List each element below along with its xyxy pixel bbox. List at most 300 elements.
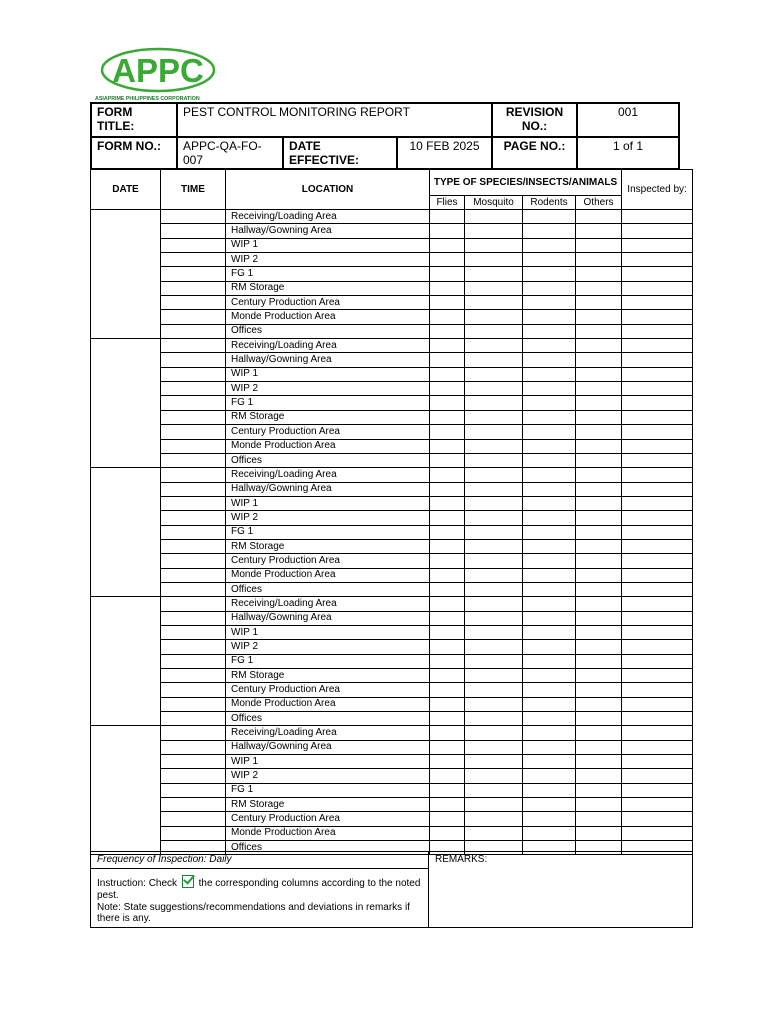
mosquito-cell[interactable] (465, 783, 523, 797)
instruction-text-end: the corresponding columns according to the noted pest. (97, 878, 421, 901)
table-row (91, 224, 693, 238)
rodents-cell[interactable] (523, 353, 576, 367)
table-row (91, 726, 693, 740)
location-cell: Receiving/Loading Area (226, 339, 430, 353)
flies-cell[interactable] (430, 281, 465, 295)
rodents-cell[interactable] (523, 324, 576, 338)
mosquito-cell[interactable] (465, 396, 523, 410)
inspected-by-cell[interactable] (622, 210, 693, 224)
time-cell[interactable] (161, 812, 226, 826)
inspected-by-cell[interactable] (622, 769, 693, 783)
table-row (91, 683, 693, 697)
time-cell[interactable] (161, 425, 226, 439)
location-cell: WIP 1 (226, 496, 430, 510)
flies-cell[interactable] (430, 582, 465, 596)
others-cell[interactable] (576, 525, 622, 539)
time-cell[interactable] (161, 597, 226, 611)
rodents-cell[interactable] (523, 568, 576, 582)
mosquito-cell[interactable] (465, 525, 523, 539)
time-cell[interactable] (161, 539, 226, 553)
rodents-cell[interactable] (523, 769, 576, 783)
time-cell[interactable] (161, 310, 226, 324)
rodents-cell[interactable] (523, 511, 576, 525)
inspected-by-cell[interactable] (622, 812, 693, 826)
rodents-cell[interactable] (523, 439, 576, 453)
flies-cell[interactable] (430, 525, 465, 539)
inspected-by-cell[interactable] (622, 640, 693, 654)
flies-cell[interactable] (430, 224, 465, 238)
time-cell[interactable] (161, 769, 226, 783)
inspected-by-cell[interactable] (622, 539, 693, 553)
inspected-by-cell[interactable] (622, 697, 693, 711)
flies-cell[interactable] (430, 425, 465, 439)
time-cell[interactable] (161, 281, 226, 295)
others-cell[interactable] (576, 367, 622, 381)
inspected-by-cell[interactable] (622, 611, 693, 625)
inspected-by-cell[interactable] (622, 683, 693, 697)
log-table-body (91, 210, 693, 855)
flies-cell[interactable] (430, 238, 465, 252)
location-cell: Monde Production Area (226, 439, 430, 453)
flies-cell[interactable] (430, 339, 465, 353)
rodents-cell[interactable] (523, 798, 576, 812)
rodents-cell[interactable] (523, 453, 576, 467)
others-cell[interactable] (576, 353, 622, 367)
rodents-cell[interactable] (523, 482, 576, 496)
instruction-text-start: Instruction: Check (97, 878, 178, 890)
time-cell[interactable] (161, 468, 226, 482)
location-cell: Monde Production Area (226, 826, 430, 840)
table-row (91, 310, 693, 324)
rodents-cell[interactable] (523, 740, 576, 754)
rodents-cell[interactable] (523, 382, 576, 396)
flies-cell[interactable] (430, 683, 465, 697)
others-cell[interactable] (576, 597, 622, 611)
rodents-cell[interactable] (523, 554, 576, 568)
time-cell[interactable] (161, 439, 226, 453)
flies-cell[interactable] (430, 625, 465, 639)
time-cell[interactable] (161, 396, 226, 410)
inspected-by-cell[interactable] (622, 726, 693, 740)
time-cell[interactable] (161, 568, 226, 582)
rodents-cell[interactable] (523, 625, 576, 639)
inspected-by-cell[interactable] (622, 654, 693, 668)
inspected-by-cell[interactable] (622, 425, 693, 439)
mosquito-cell[interactable] (465, 554, 523, 568)
mosquito-cell[interactable] (465, 367, 523, 381)
inspected-by-cell[interactable] (622, 439, 693, 453)
flies-cell[interactable] (430, 740, 465, 754)
time-cell[interactable] (161, 726, 226, 740)
remarks-label: REMARKS: (435, 854, 488, 865)
mosquito-cell[interactable] (465, 625, 523, 639)
flies-cell[interactable] (430, 210, 465, 224)
others-cell[interactable] (576, 310, 622, 324)
others-cell[interactable] (576, 267, 622, 281)
mosquito-cell[interactable] (465, 640, 523, 654)
rodents-cell[interactable] (523, 755, 576, 769)
inspected-by-cell[interactable] (622, 783, 693, 797)
date-cell[interactable] (91, 597, 161, 726)
mosquito-cell[interactable] (465, 826, 523, 840)
mosquito-cell[interactable] (465, 296, 523, 310)
time-cell[interactable] (161, 339, 226, 353)
mosquito-cell[interactable] (465, 253, 523, 267)
time-cell[interactable] (161, 798, 226, 812)
inspected-by-cell[interactable] (622, 382, 693, 396)
inspected-by-cell[interactable] (622, 826, 693, 840)
others-cell[interactable] (576, 755, 622, 769)
mosquito-cell[interactable] (465, 439, 523, 453)
mosquito-cell[interactable] (465, 582, 523, 596)
rodents-cell[interactable] (523, 525, 576, 539)
inspected-by-cell[interactable] (622, 253, 693, 267)
others-cell[interactable] (576, 798, 622, 812)
rodents-cell[interactable] (523, 339, 576, 353)
inspected-by-cell[interactable] (622, 740, 693, 754)
flies-cell[interactable] (430, 439, 465, 453)
mosquito-cell[interactable] (465, 482, 523, 496)
time-cell[interactable] (161, 210, 226, 224)
inspected-by-cell[interactable] (622, 238, 693, 252)
location-cell: Offices (226, 324, 430, 338)
flies-cell[interactable] (430, 367, 465, 381)
mosquito-cell[interactable] (465, 697, 523, 711)
inspected-by-cell[interactable] (622, 712, 693, 726)
mosquito-cell[interactable] (465, 611, 523, 625)
others-cell[interactable] (576, 812, 622, 826)
time-cell[interactable] (161, 324, 226, 338)
mosquito-cell[interactable] (465, 769, 523, 783)
rodents-cell[interactable] (523, 281, 576, 295)
table-row (91, 525, 693, 539)
mosquito-cell[interactable] (465, 726, 523, 740)
flies-cell[interactable] (430, 697, 465, 711)
inspected-by-cell[interactable] (622, 353, 693, 367)
time-cell[interactable] (161, 367, 226, 381)
pest-log-table (90, 169, 693, 855)
inspected-by-cell[interactable] (622, 482, 693, 496)
mosquito-cell[interactable] (465, 281, 523, 295)
flies-cell[interactable] (430, 568, 465, 582)
mosquito-cell[interactable] (465, 539, 523, 553)
rodents-cell[interactable] (523, 597, 576, 611)
mosquito-cell[interactable] (465, 353, 523, 367)
date-cell[interactable] (91, 339, 161, 468)
table-row (91, 554, 693, 568)
others-cell[interactable] (576, 611, 622, 625)
inspected-by-cell[interactable] (622, 410, 693, 424)
revision-value: 001 (577, 103, 679, 137)
time-cell[interactable] (161, 224, 226, 238)
flies-cell[interactable] (430, 798, 465, 812)
rodents-cell[interactable] (523, 640, 576, 654)
logo-text: APPC (112, 52, 204, 89)
mosquito-cell[interactable] (465, 267, 523, 281)
others-cell[interactable] (576, 683, 622, 697)
time-cell[interactable] (161, 783, 226, 797)
inspected-by-cell[interactable] (622, 496, 693, 510)
flies-cell[interactable] (430, 267, 465, 281)
inspected-by-cell[interactable] (622, 224, 693, 238)
time-cell[interactable] (161, 697, 226, 711)
flies-cell[interactable] (430, 410, 465, 424)
rodents-cell[interactable] (523, 669, 576, 683)
location-cell: FG 1 (226, 525, 430, 539)
time-cell[interactable] (161, 238, 226, 252)
time-cell[interactable] (161, 712, 226, 726)
inspected-by-cell[interactable] (622, 453, 693, 467)
others-cell[interactable] (576, 224, 622, 238)
rodents-cell[interactable] (523, 410, 576, 424)
rodents-cell[interactable] (523, 396, 576, 410)
others-cell[interactable] (576, 539, 622, 553)
flies-cell[interactable] (430, 382, 465, 396)
rodents-cell[interactable] (523, 712, 576, 726)
flies-cell[interactable] (430, 253, 465, 267)
inspected-by-cell[interactable] (622, 568, 693, 582)
others-cell[interactable] (576, 468, 622, 482)
remarks-box[interactable] (429, 852, 693, 928)
mosquito-cell[interactable] (465, 468, 523, 482)
location-cell: Monde Production Area (226, 310, 430, 324)
others-cell[interactable] (576, 296, 622, 310)
flies-cell[interactable] (430, 640, 465, 654)
others-cell[interactable] (576, 439, 622, 453)
rodents-cell[interactable] (523, 697, 576, 711)
mosquito-cell[interactable] (465, 740, 523, 754)
others-cell[interactable] (576, 238, 622, 252)
location-cell: WIP 2 (226, 511, 430, 525)
rodents-cell[interactable] (523, 468, 576, 482)
others-cell[interactable] (576, 281, 622, 295)
others-cell[interactable] (576, 697, 622, 711)
inspected-by-cell[interactable] (622, 267, 693, 281)
others-cell[interactable] (576, 425, 622, 439)
time-cell[interactable] (161, 611, 226, 625)
inspected-by-cell[interactable] (622, 554, 693, 568)
mosquito-cell[interactable] (465, 511, 523, 525)
flies-cell[interactable] (430, 726, 465, 740)
flies-cell[interactable] (430, 468, 465, 482)
inspected-by-cell[interactable] (622, 339, 693, 353)
rodents-cell[interactable] (523, 425, 576, 439)
inspected-by-cell[interactable] (622, 468, 693, 482)
others-cell[interactable] (576, 339, 622, 353)
time-cell[interactable] (161, 253, 226, 267)
inspected-by-cell[interactable] (622, 367, 693, 381)
location-cell: Offices (226, 712, 430, 726)
time-cell[interactable] (161, 740, 226, 754)
rodents-cell[interactable] (523, 310, 576, 324)
flies-cell[interactable] (430, 496, 465, 510)
rodents-cell[interactable] (523, 253, 576, 267)
others-cell[interactable] (576, 324, 622, 338)
mosquito-cell[interactable] (465, 568, 523, 582)
rodents-cell[interactable] (523, 367, 576, 381)
mosquito-cell[interactable] (465, 339, 523, 353)
date-cell[interactable] (91, 468, 161, 597)
time-cell[interactable] (161, 482, 226, 496)
mosquito-cell[interactable] (465, 224, 523, 238)
flies-cell[interactable] (430, 324, 465, 338)
location-cell: Hallway/Gowning Area (226, 353, 430, 367)
mosquito-cell[interactable] (465, 382, 523, 396)
location-cell: RM Storage (226, 798, 430, 812)
others-cell[interactable] (576, 769, 622, 783)
others-cell[interactable] (576, 740, 622, 754)
time-cell[interactable] (161, 525, 226, 539)
flies-cell[interactable] (430, 296, 465, 310)
rodents-cell[interactable] (523, 210, 576, 224)
inspected-by-cell[interactable] (622, 669, 693, 683)
others-cell[interactable] (576, 625, 622, 639)
inspected-by-cell[interactable] (622, 310, 693, 324)
flies-cell[interactable] (430, 396, 465, 410)
inspected-by-cell[interactable] (622, 281, 693, 295)
flies-cell[interactable] (430, 539, 465, 553)
inspected-by-cell[interactable] (622, 798, 693, 812)
time-cell[interactable] (161, 496, 226, 510)
time-cell[interactable] (161, 826, 226, 840)
mosquito-cell[interactable] (465, 798, 523, 812)
date-cell[interactable] (91, 726, 161, 855)
rodents-cell[interactable] (523, 539, 576, 553)
others-cell[interactable] (576, 726, 622, 740)
rodents-cell[interactable] (523, 683, 576, 697)
table-row (91, 539, 693, 553)
rodents-cell[interactable] (523, 496, 576, 510)
others-cell[interactable] (576, 712, 622, 726)
mosquito-cell[interactable] (465, 669, 523, 683)
flies-cell[interactable] (430, 769, 465, 783)
inspected-by-cell[interactable] (622, 755, 693, 769)
time-cell[interactable] (161, 582, 226, 596)
flies-cell[interactable] (430, 812, 465, 826)
mosquito-cell[interactable] (465, 654, 523, 668)
others-cell[interactable] (576, 511, 622, 525)
time-cell[interactable] (161, 382, 226, 396)
time-cell[interactable] (161, 683, 226, 697)
others-cell[interactable] (576, 482, 622, 496)
inspected-by-cell[interactable] (622, 597, 693, 611)
flies-cell[interactable] (430, 554, 465, 568)
rodents-cell[interactable] (523, 783, 576, 797)
others-cell[interactable] (576, 568, 622, 582)
flies-cell[interactable] (430, 597, 465, 611)
inspected-by-cell[interactable] (622, 582, 693, 596)
others-cell[interactable] (576, 210, 622, 224)
mosquito-cell[interactable] (465, 324, 523, 338)
location-cell: Receiving/Loading Area (226, 210, 430, 224)
flies-cell[interactable] (430, 511, 465, 525)
time-cell[interactable] (161, 296, 226, 310)
others-cell[interactable] (576, 410, 622, 424)
inspected-by-cell[interactable] (622, 525, 693, 539)
flies-cell[interactable] (430, 353, 465, 367)
rodents-cell[interactable] (523, 726, 576, 740)
time-cell[interactable] (161, 353, 226, 367)
rodents-cell[interactable] (523, 267, 576, 281)
date-cell[interactable] (91, 210, 161, 339)
flies-cell[interactable] (430, 669, 465, 683)
inspected-by-cell[interactable] (622, 324, 693, 338)
inspected-by-cell[interactable] (622, 296, 693, 310)
time-cell[interactable] (161, 640, 226, 654)
mosquito-cell[interactable] (465, 210, 523, 224)
inspected-by-cell[interactable] (622, 625, 693, 639)
rodents-cell[interactable] (523, 238, 576, 252)
inspected-by-cell[interactable] (622, 511, 693, 525)
others-cell[interactable] (576, 640, 622, 654)
flies-cell[interactable] (430, 654, 465, 668)
mosquito-cell[interactable] (465, 712, 523, 726)
table-row (91, 382, 693, 396)
time-cell[interactable] (161, 511, 226, 525)
date-effective-label: DATE EFFECTIVE: (283, 137, 397, 169)
rodents-cell[interactable] (523, 611, 576, 625)
rodents-cell[interactable] (523, 224, 576, 238)
flies-cell[interactable] (430, 310, 465, 324)
rodents-cell[interactable] (523, 812, 576, 826)
rodents-cell[interactable] (523, 582, 576, 596)
mosquito-cell[interactable] (465, 425, 523, 439)
mosquito-cell[interactable] (465, 755, 523, 769)
flies-cell[interactable] (430, 611, 465, 625)
others-cell[interactable] (576, 783, 622, 797)
mosquito-cell[interactable] (465, 453, 523, 467)
mosquito-cell[interactable] (465, 310, 523, 324)
inspected-by-cell[interactable] (622, 396, 693, 410)
flies-cell[interactable] (430, 826, 465, 840)
time-cell[interactable] (161, 625, 226, 639)
rodents-cell[interactable] (523, 654, 576, 668)
time-cell[interactable] (161, 669, 226, 683)
flies-cell[interactable] (430, 482, 465, 496)
company-logo (94, 46, 230, 102)
mosquito-cell[interactable] (465, 683, 523, 697)
flies-cell[interactable] (430, 453, 465, 467)
flies-cell[interactable] (430, 783, 465, 797)
others-cell[interactable] (576, 826, 622, 840)
mosquito-cell[interactable] (465, 597, 523, 611)
flies-cell[interactable] (430, 755, 465, 769)
mosquito-cell[interactable] (465, 410, 523, 424)
others-cell[interactable] (576, 253, 622, 267)
others-cell[interactable] (576, 453, 622, 467)
others-cell[interactable] (576, 554, 622, 568)
others-cell[interactable] (576, 382, 622, 396)
others-cell[interactable] (576, 496, 622, 510)
time-cell[interactable] (161, 267, 226, 281)
rodents-cell[interactable] (523, 826, 576, 840)
mosquito-cell[interactable] (465, 496, 523, 510)
time-cell[interactable] (161, 755, 226, 769)
time-cell[interactable] (161, 554, 226, 568)
mosquito-cell[interactable] (465, 812, 523, 826)
time-cell[interactable] (161, 453, 226, 467)
rodents-cell[interactable] (523, 296, 576, 310)
flies-cell[interactable] (430, 712, 465, 726)
mosquito-cell[interactable] (465, 238, 523, 252)
others-cell[interactable] (576, 654, 622, 668)
table-row (91, 798, 693, 812)
time-cell[interactable] (161, 654, 226, 668)
others-cell[interactable] (576, 396, 622, 410)
others-cell[interactable] (576, 582, 622, 596)
time-cell[interactable] (161, 410, 226, 424)
others-cell[interactable] (576, 669, 622, 683)
